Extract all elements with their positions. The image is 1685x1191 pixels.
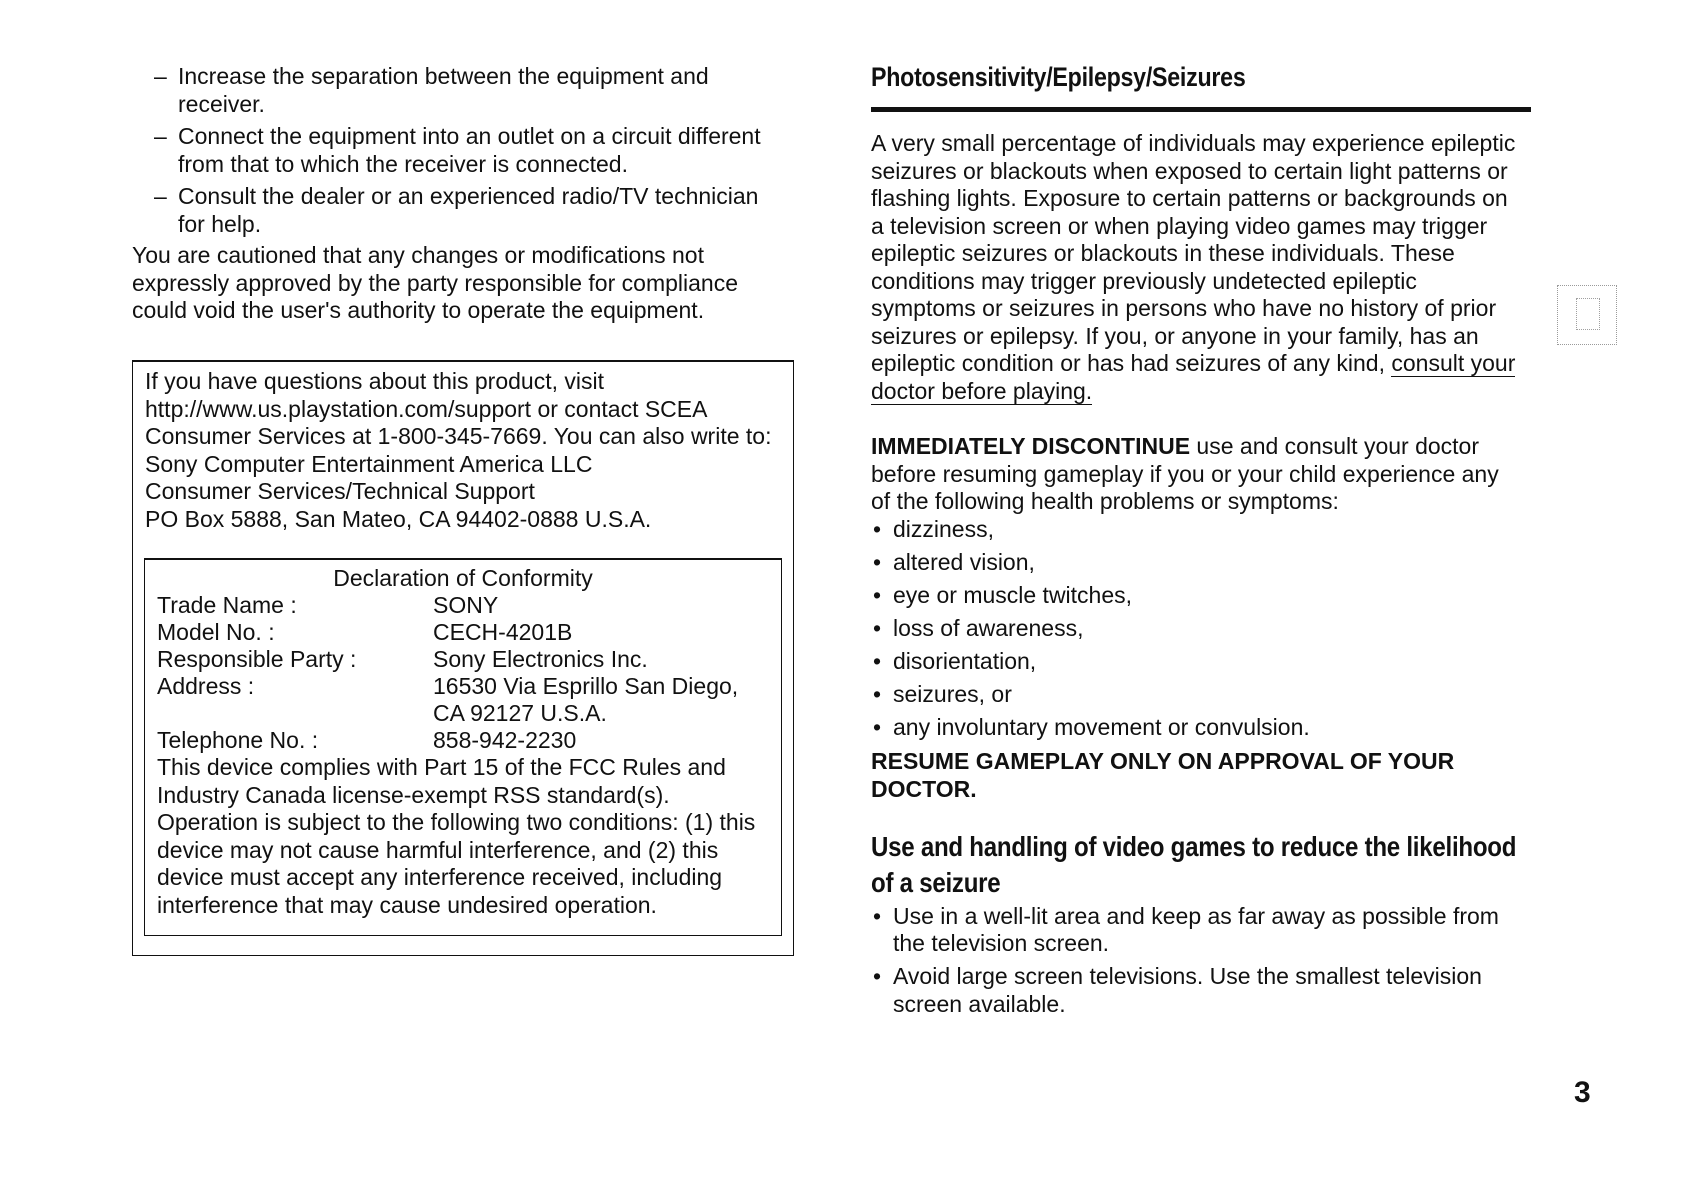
declaration-row: CA 92127 U.S.A. (433, 700, 607, 726)
list-item: • Avoid large screen televisions. Use the smallest television screen available. (873, 963, 1482, 1017)
list-item: • altered vision, (873, 548, 1035, 575)
list-item: • disorientation, (873, 647, 1037, 674)
language-tab-mark (1557, 285, 1617, 345)
list-item: – Increase the separation between the equipment and receiver. (154, 63, 709, 117)
declaration-of-conformity-box (144, 558, 782, 936)
declaration-row: Responsible Party : Sony Electronics Inc. (157, 646, 648, 672)
contact-info-box (132, 360, 794, 956)
handling-heading: Use and handling of video games to reduce the likelihood of a seizure (871, 830, 1517, 898)
declaration-row: Model No. : CECH-4201B (157, 619, 573, 645)
symptom-list (871, 516, 1531, 742)
consult-doctor-emphasis: doctor before playing. (871, 377, 1093, 404)
list-item: – Connect the equipment into an outlet on a circuit different from that to which the receiver is connected. (154, 123, 761, 177)
right-column (871, 62, 1531, 1024)
photosensitivity-intro: A very small percentage of individuals may experience epileptic seizures or blackouts when exposed to certain light patterns or flashing lights. Exposure to certain patterns or backgrounds on a television screen or when playing video games may trigger epileptic seizures or blackouts in these individuals. These conditions may trigger previously undetected epileptic symptoms or seizures in persons who have no history of prior seizures or epilepsy. If you, or anyone in your family, has an epileptic condition or has had seizures of any kind, consult your doctor before playing. (871, 130, 1516, 404)
page-number: 3 (1574, 1076, 1591, 1109)
handling-tips-list (871, 903, 1531, 1019)
list-item: – Consult the dealer or an experienced radio/TV technician for help. (154, 183, 759, 237)
resume-gameplay-warning: RESUME GAMEPLAY ONLY ON APPROVAL OF YOUR DOCTOR. (871, 747, 1455, 802)
declaration-row: Trade Name : SONY (157, 592, 499, 618)
heading-rule (871, 107, 1531, 112)
fcc-compliance-note: This device complies with Part 15 of the FCC Rules and Industry Canada license-exempt RSS standard(s). Operation is subject to the following two conditions: (1) this device may not cause harmful interference, and (2) this device must accept any interference received, including interference that may cause undesired operation. (157, 754, 756, 918)
list-item: • Use in a well-lit area and keep as far away as possible from the television screen. (873, 902, 1499, 956)
support-url: http://www.us.playstation.com/support or contact SCEA (145, 395, 708, 422)
consult-doctor-emphasis: consult your (1391, 350, 1516, 376)
list-item: • any involuntary movement or convulsion. (873, 713, 1310, 740)
list-item: • dizziness, (873, 515, 994, 542)
fcc-suggestions-list (132, 62, 802, 238)
list-item: • eye or muscle twitches, (873, 581, 1133, 608)
photosensitivity-heading: Photosensitivity/Epilepsy/Seizures (871, 62, 1246, 92)
list-item: • seizures, or (873, 680, 1012, 707)
contact-text: If you have questions about this product, visit http://www.us.playstation.com/support or contact SCEA Consumer Services at 1-800-345-7669. You can also write to: Sony Computer Entertainment America LLC Consumer Services/Technical Support PO Box 5888, San Mateo, CA 94402-0888 U.S.A. (145, 368, 785, 533)
caution-paragraph: You are cautioned that any changes or modifications not expressly approved by the party responsible for compliance could void the user's authority to operate the equipment. (132, 242, 738, 323)
declaration-title: Declaration of Conformity (333, 565, 593, 591)
discontinue-paragraph: IMMEDIATELY DISCONTINUE use and consult your doctor before resuming gameplay if you or your child experience any of the following health problems or symptoms: (871, 433, 1499, 514)
declaration-row: Address : 16530 Via Esprillo San Diego, (157, 673, 739, 699)
left-column (132, 62, 802, 325)
declaration-row: Telephone No. : 858-942-2230 (157, 727, 577, 753)
list-item: • loss of awareness, (873, 614, 1084, 641)
